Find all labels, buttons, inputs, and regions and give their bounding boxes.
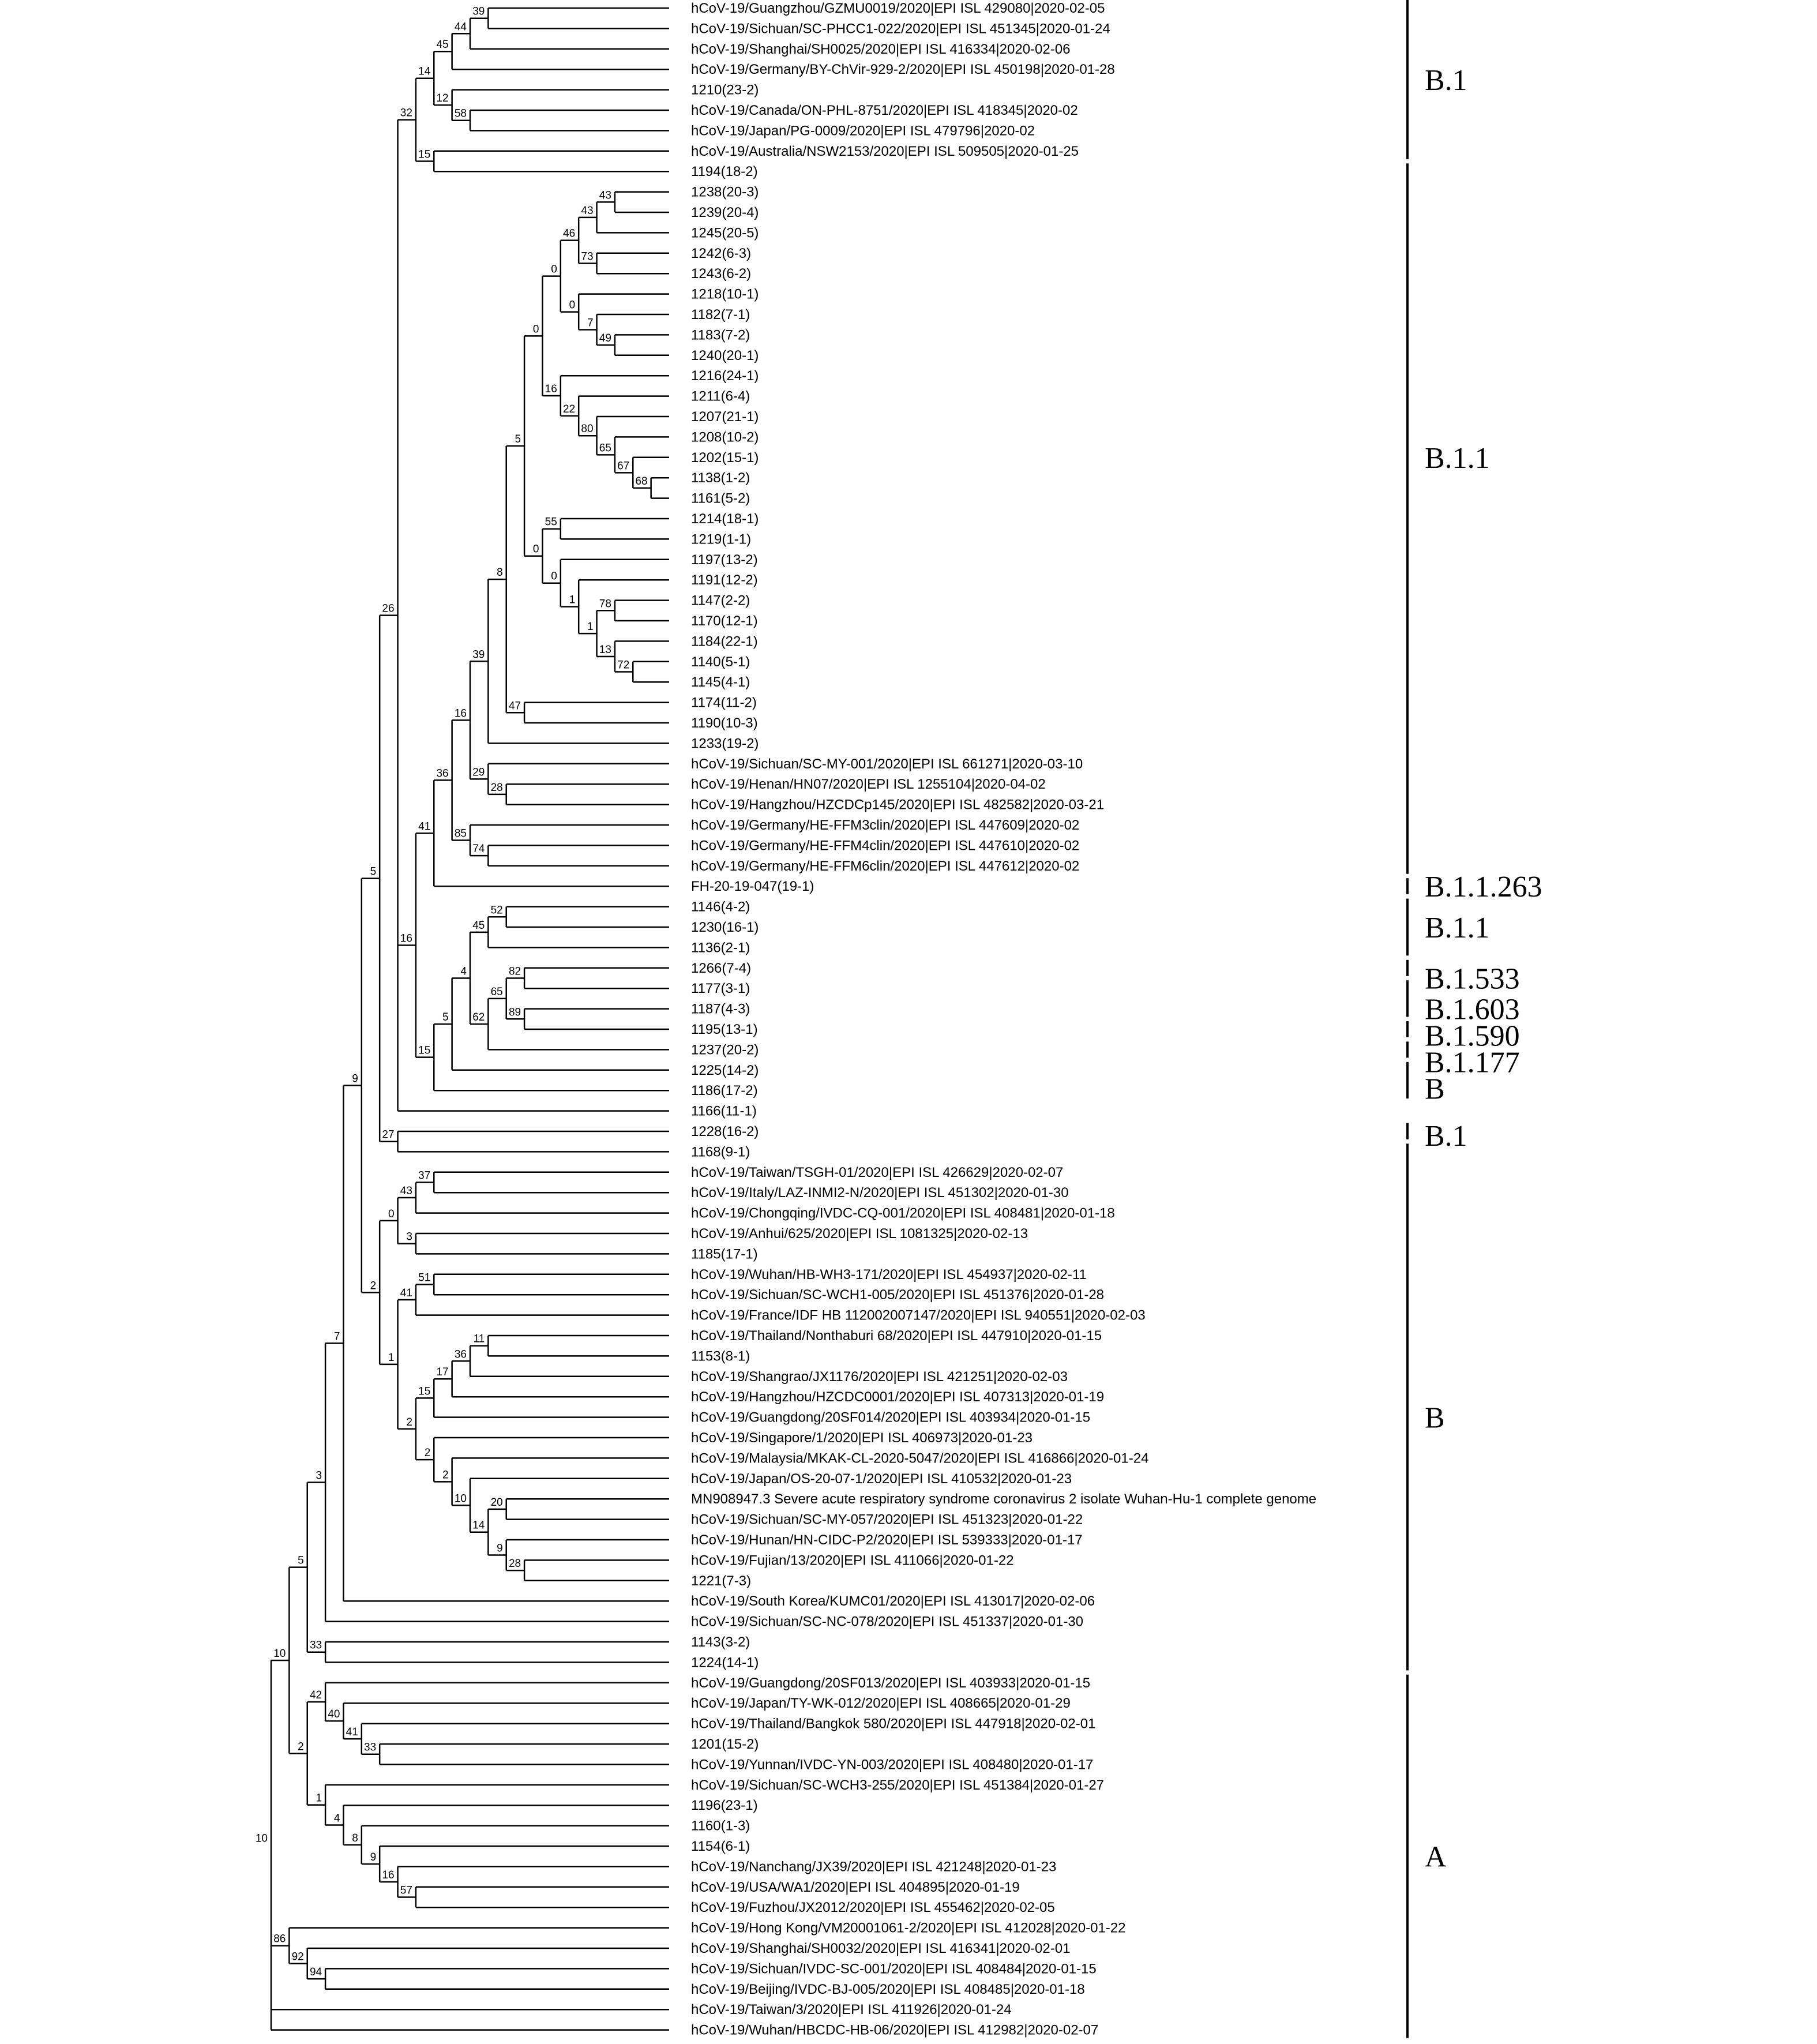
leaf-label: hCoV-19/Guangzhou/GZMU0019/2020|EPI ISL 429080|2020-02-05 xyxy=(691,1,1105,16)
leaf-label: hCoV-19/Japan/PG-0009/2020|EPI ISL 479796|2020-02 xyxy=(691,123,1035,139)
leaf-label: FH-20-19-047(19-1) xyxy=(691,879,814,895)
leaf-label: 1202(15-1) xyxy=(691,449,759,466)
leaf-label: hCoV-19/Guangdong/20SF014/2020|EPI ISL 403934|2020-01-15 xyxy=(691,1409,1091,1426)
clade-label: B.1.533 xyxy=(1425,962,1520,996)
bootstrap-value: 26 xyxy=(382,602,395,615)
bootstrap-value: 43 xyxy=(599,189,611,202)
leaf-label: 1146(4-2) xyxy=(691,899,750,915)
leaf-label: 1240(20-1) xyxy=(691,347,759,363)
bootstrap-value: 72 xyxy=(617,659,630,672)
bootstrap-value: 8 xyxy=(352,1832,358,1844)
leaf-label: 1154(6-1) xyxy=(691,1839,750,1854)
bootstrap-value: 45 xyxy=(472,919,485,932)
leaf-label: 1197(13-2) xyxy=(691,552,758,568)
bootstrap-value: 86 xyxy=(273,1933,286,1945)
bootstrap-value: 10 xyxy=(454,1492,467,1505)
bootstrap-value: 0 xyxy=(551,263,557,276)
bootstrap-value: 36 xyxy=(454,1348,467,1361)
leaf-label: hCoV-19/USA/WA1/2020|EPI ISL 404895|2020-01-19 xyxy=(691,1879,1020,1895)
bootstrap-value: 68 xyxy=(635,475,648,487)
leaf-label: hCoV-19/Australia/NSW2153/2020|EPI ISL 509505|2020-01-25 xyxy=(691,143,1079,159)
bootstrap-value: 9 xyxy=(370,1851,377,1863)
leaf-label: 1214(18-1) xyxy=(691,511,759,527)
leaf-label: hCoV-19/Italy/LAZ-INMI2-N/2020|EPI ISL 451302|2020-01-30 xyxy=(691,1185,1069,1201)
bootstrap-value: 9 xyxy=(352,1072,358,1085)
leaf-label: 1218(10-1) xyxy=(691,286,759,302)
bootstrap-value: 55 xyxy=(545,516,557,528)
leaf-label: hCoV-19/Hunan/HN-CIDC-P2/2020|EPI ISL 539333|2020-01-17 xyxy=(691,1532,1083,1548)
leaf-label: hCoV-19/Nanchang/JX39/2020|EPI ISL 421248|2020-01-23 xyxy=(691,1859,1057,1875)
bootstrap-value: 15 xyxy=(418,148,431,161)
leaf-label: 1195(13-1) xyxy=(691,1022,758,1037)
leaf-label: 1230(16-1) xyxy=(691,920,759,935)
bootstrap-value: 58 xyxy=(454,107,467,120)
leaf-label: hCoV-19/Shangrao/JX1176/2020|EPI ISL 421251|2020-02-03 xyxy=(691,1368,1068,1385)
bootstrap-value: 17 xyxy=(436,1366,449,1379)
clade-label: B.1.590 xyxy=(1425,1019,1520,1053)
leaf-label: 1191(12-2) xyxy=(691,572,758,588)
bootstrap-value: 10 xyxy=(273,1647,286,1660)
bootstrap-value: 92 xyxy=(291,1951,304,1963)
leaf-label: hCoV-19/Japan/TY-WK-012/2020|EPI ISL 408665|2020-01-29 xyxy=(691,1696,1071,1712)
bootstrap-value: 2 xyxy=(442,1469,449,1482)
bootstrap-value: 51 xyxy=(418,1272,431,1284)
bootstrap-value: 16 xyxy=(545,383,557,396)
leaf-labels xyxy=(691,1,1316,2038)
leaf-label: hCoV-19/Sichuan/SC-WCH3-255/2020|EPI ISL 451384|2020-01-27 xyxy=(691,1777,1105,1793)
leaf-label: 1190(10-3) xyxy=(691,715,758,731)
leaf-label: 1242(6-3) xyxy=(691,245,752,261)
bootstrap-value: 20 xyxy=(490,1496,503,1509)
bootstrap-value: 12 xyxy=(436,92,449,105)
leaf-label: 1211(6-4) xyxy=(691,388,750,404)
bootstrap-value: 65 xyxy=(490,985,503,998)
leaf-label: hCoV-19/Taiwan/TSGH-01/2020|EPI ISL 426629|2020-02-07 xyxy=(691,1164,1064,1180)
leaf-label: 1136(2-1) xyxy=(691,940,750,956)
leaf-label: 1161(5-2) xyxy=(691,490,750,507)
leaf-label: 1196(23-1) xyxy=(691,1798,758,1814)
bootstrap-value: 15 xyxy=(418,1385,431,1398)
clade-label: A xyxy=(1425,1840,1447,1874)
bootstrap-value: 47 xyxy=(508,700,521,712)
bootstrap-value: 13 xyxy=(599,643,611,656)
leaf-label: hCoV-19/France/IDF HB 112002007147/2020|EPI ISL 940551|2020-02-03 xyxy=(691,1307,1146,1323)
bootstrap-value: 44 xyxy=(454,21,467,33)
leaf-label: hCoV-19/Hong Kong/VM20001061-2/2020|EPI ISL 412028|2020-01-22 xyxy=(691,1920,1126,1936)
leaf-label: hCoV-19/Sichuan/SC-PHCC1-022/2020|EPI ISL 451345|2020-01-24 xyxy=(691,21,1110,37)
bootstrap-value: 2 xyxy=(406,1416,412,1428)
clade-label: B.1.1.263 xyxy=(1425,871,1542,904)
leaf-label: hCoV-19/Chongqing/IVDC-CQ-001/2020|EPI ISL 408481|2020-01-18 xyxy=(691,1205,1115,1221)
leaf-label: hCoV-19/Sichuan/SC-MY-057/2020|EPI ISL 451323|2020-01-22 xyxy=(691,1512,1083,1528)
leaf-label: 1238(20-3) xyxy=(691,184,759,200)
leaf-label: 1194(18-2) xyxy=(691,164,758,180)
leaf-label: hCoV-19/Malaysia/MKAK-CL-2020-5047/2020|EPI ISL 416866|2020-01-24 xyxy=(691,1450,1149,1467)
bootstrap-value: 15 xyxy=(418,1044,431,1057)
bootstrap-value: 73 xyxy=(581,250,594,263)
leaf-label: hCoV-19/Wuhan/HBCDC-HB-06/2020|EPI ISL 412982|2020-02-07 xyxy=(691,2022,1099,2038)
bootstrap-value: 7 xyxy=(333,1330,340,1343)
bootstrap-value: 1 xyxy=(569,594,576,606)
leaf-label: 1243(6-2) xyxy=(691,266,752,282)
bootstrap-value: 2 xyxy=(370,1280,377,1292)
leaf-label: 1183(7-2) xyxy=(691,327,750,343)
bootstrap-value: 52 xyxy=(490,904,503,917)
bootstrap-value: 2 xyxy=(298,1741,304,1753)
bootstrap-value: 39 xyxy=(472,5,485,18)
bootstrap-value: 67 xyxy=(617,460,630,472)
leaf-label: 1266(7-4) xyxy=(691,960,752,976)
bootstrap-value: 36 xyxy=(436,767,449,780)
leaf-label: 1207(21-1) xyxy=(691,409,759,425)
leaf-label: 1221(7-3) xyxy=(691,1573,752,1589)
bootstrap-value: 0 xyxy=(388,1207,395,1220)
leaf-label: hCoV-19/Hangzhou/HZCDC0001/2020|EPI ISL 407313|2020-01-19 xyxy=(691,1389,1105,1405)
leaf-label: 1168(9-1) xyxy=(691,1144,750,1160)
bootstrap-value: 43 xyxy=(400,1185,412,1198)
bootstrap-value: 4 xyxy=(333,1812,340,1825)
clade-label: B.1.1 xyxy=(1425,912,1490,944)
leaf-label: hCoV-19/Fujian/13/2020|EPI ISL 411066|2020-01-22 xyxy=(691,1552,1014,1569)
leaf-label: hCoV-19/Shanghai/SH0032/2020|EPI ISL 416341|2020-02-01 xyxy=(691,1941,1071,1956)
leaf-label: 1219(1-1) xyxy=(691,531,752,547)
leaf-label: 1201(15-2) xyxy=(691,1737,759,1752)
bootstrap-value: 9 xyxy=(497,1542,503,1555)
clade-label: B.1 xyxy=(1425,63,1467,97)
leaf-label: 1153(8-1) xyxy=(691,1348,750,1364)
bootstrap-value: 27 xyxy=(382,1128,395,1141)
leaf-label: hCoV-19/Sichuan/SC-MY-001/2020|EPI ISL 661271|2020-03-10 xyxy=(691,756,1083,772)
bootstrap-value: 57 xyxy=(400,1884,412,1897)
bootstrap-value: 82 xyxy=(508,965,521,978)
leaf-label: hCoV-19/Singapore/1/2020|EPI ISL 406973|2020-01-23 xyxy=(691,1430,1033,1446)
clade-label: B xyxy=(1425,1072,1445,1106)
leaf-label: 1170(12-1) xyxy=(691,613,758,629)
bootstrap-value: 4 xyxy=(460,965,467,978)
leaf-label: hCoV-19/Germany/HE-FFM4clin/2020|EPI ISL 447610|2020-02 xyxy=(691,838,1080,854)
leaf-label: 1185(17-1) xyxy=(691,1246,758,1262)
bootstrap-value: 49 xyxy=(599,332,611,345)
leaf-label: 1140(5-1) xyxy=(691,654,750,670)
bootstrap-value: 2 xyxy=(424,1447,431,1460)
leaf-label: hCoV-19/Thailand/Nonthaburi 68/2020|EPI ISL 447910|2020-01-15 xyxy=(691,1328,1102,1344)
bootstrap-value: 5 xyxy=(298,1554,304,1567)
bootstrap-value: 94 xyxy=(309,1966,322,1979)
leaf-label: 1160(1-3) xyxy=(691,1818,750,1834)
leaf-label: 1208(10-2) xyxy=(691,429,759,445)
bootstrap-value: 14 xyxy=(472,1519,485,1532)
bootstrap-value: 85 xyxy=(454,827,467,840)
leaf-label: hCoV-19/Sichuan/SC-NC-078/2020|EPI ISL 451337|2020-01-30 xyxy=(691,1614,1084,1630)
clade-label: B.1.1 xyxy=(1425,441,1490,475)
bootstrap-value: 0 xyxy=(532,543,539,556)
leaf-label: 1182(7-1) xyxy=(691,307,750,322)
leaf-label: 1216(24-1) xyxy=(691,368,759,384)
bootstrap-value: 37 xyxy=(418,1169,431,1182)
bootstrap-value: 11 xyxy=(473,1333,485,1345)
bootstrap-value: 14 xyxy=(418,65,431,78)
bootstrap-value: 39 xyxy=(472,648,485,661)
bootstrap-value: 16 xyxy=(454,707,467,720)
bootstrap-value: 1 xyxy=(316,1792,322,1805)
leaf-label: hCoV-19/Shanghai/SH0025/2020|EPI ISL 416334|2020-02-06 xyxy=(691,41,1071,57)
leaf-label: hCoV-19/Fuzhou/JX2012/2020|EPI ISL 455462|2020-02-05 xyxy=(691,1900,1055,1916)
leaf-label: hCoV-19/Thailand/Bangkok 580/2020|EPI ISL 447918|2020-02-01 xyxy=(691,1716,1096,1732)
bootstrap-value: 7 xyxy=(587,317,594,329)
bootstrap-value: 32 xyxy=(400,107,412,119)
leaf-label: hCoV-19/Henan/HN07/2020|EPI ISL 1255104|2020-04-02 xyxy=(691,777,1046,793)
tree-branches xyxy=(271,5,669,2030)
bootstrap-value: 28 xyxy=(490,781,503,794)
bootstrap-value: 45 xyxy=(436,39,449,51)
bootstrap-value: 0 xyxy=(551,570,557,583)
bootstrap-value: 43 xyxy=(581,204,594,217)
leaf-label: 1145(4-1) xyxy=(691,674,750,691)
bootstrap-value: 89 xyxy=(508,1006,521,1019)
bootstrap-value: 41 xyxy=(400,1287,412,1300)
leaf-label: hCoV-19/Germany/BY-ChVir-929-2/2020|EPI ISL 450198|2020-01-28 xyxy=(691,62,1115,78)
leaf-label: hCoV-19/Germany/HE-FFM6clin/2020|EPI ISL 447612|2020-02 xyxy=(691,858,1080,874)
bootstrap-value: 46 xyxy=(563,227,576,240)
leaf-label: 1239(20-4) xyxy=(691,205,759,220)
leaf-label: 1147(2-2) xyxy=(691,592,750,609)
bootstrap-value: 3 xyxy=(316,1469,322,1482)
bootstrap-value: 1 xyxy=(587,621,594,633)
bootstrap-value: 41 xyxy=(418,820,431,833)
bootstrap-value: 16 xyxy=(382,1869,395,1881)
bootstrap-value: 65 xyxy=(599,442,611,455)
bootstrap-value: 5 xyxy=(370,865,377,878)
bootstrap-value: 10 xyxy=(255,1832,268,1845)
bootstrap-value: 0 xyxy=(532,323,539,336)
leaf-label: hCoV-19/Hangzhou/HZCDCp145/2020|EPI ISL 482582|2020-03-21 xyxy=(691,797,1105,813)
leaf-label: 1174(11-2) xyxy=(691,695,757,711)
leaf-label: hCoV-19/Wuhan/HB-WH3-171/2020|EPI ISL 454937|2020-02-11 xyxy=(691,1266,1087,1282)
leaf-label: 1237(20-2) xyxy=(691,1042,759,1058)
leaf-label: hCoV-19/Guangdong/20SF013/2020|EPI ISL 403933|2020-01-15 xyxy=(691,1675,1091,1691)
leaf-label: 1184(22-1) xyxy=(691,633,758,650)
leaf-label: 1166(11-1) xyxy=(691,1103,757,1119)
leaf-label: hCoV-19/Germany/HE-FFM3clin/2020|EPI ISL 447609|2020-02 xyxy=(691,817,1080,833)
clade-label: B xyxy=(1425,1401,1445,1435)
leaf-label: hCoV-19/Anhui/625/2020|EPI ISL 1081325|2020-02-13 xyxy=(691,1226,1028,1242)
bootstrap-value: 42 xyxy=(309,1689,322,1701)
bootstrap-value: 16 xyxy=(400,932,412,945)
leaf-label: 1138(1-2) xyxy=(691,470,750,486)
leaf-label: 1233(19-2) xyxy=(691,736,759,752)
leaf-label: hCoV-19/Canada/ON-PHL-8751/2020|EPI ISL 418345|2020-02 xyxy=(691,103,1078,118)
leaf-label: hCoV-19/Beijing/IVDC-BJ-005/2020|EPI ISL 408485|2020-01-18 xyxy=(691,1981,1085,1997)
bootstrap-value: 62 xyxy=(472,1011,485,1024)
bootstrap-value: 22 xyxy=(563,403,576,415)
bootstrap-value: 80 xyxy=(581,423,594,436)
leaf-label: 1210(23-2) xyxy=(691,82,759,98)
clade-label: B.1.603 xyxy=(1425,993,1520,1026)
leaf-label: hCoV-19/Sichuan/SC-WCH1-005/2020|EPI ISL 451376|2020-01-28 xyxy=(691,1287,1105,1303)
bootstrap-value: 33 xyxy=(309,1639,322,1652)
leaf-label: 1225(14-2) xyxy=(691,1062,759,1078)
bootstrap-value: 5 xyxy=(515,433,521,446)
bootstrap-value: 41 xyxy=(346,1726,358,1739)
bootstrap-value: 29 xyxy=(472,766,485,779)
leaf-label: hCoV-19/Japan/OS-20-07-1/2020|EPI ISL 410532|2020-01-23 xyxy=(691,1471,1072,1487)
clade-label: B.1 xyxy=(1425,1120,1467,1153)
leaf-label: MN908947.3 Severe acute respiratory syndrome coronavirus 2 isolate Wuhan-Hu-1 complete genome xyxy=(691,1491,1317,1507)
leaf-label: 1177(3-1) xyxy=(691,981,750,997)
bootstrap-value: 0 xyxy=(569,299,576,312)
bootstrap-value: 28 xyxy=(508,1558,521,1570)
bootstrap-value: 33 xyxy=(364,1741,377,1754)
leaf-label: hCoV-19/Taiwan/3/2020|EPI ISL 411926|2020-01-24 xyxy=(691,2002,1012,2018)
leaf-label: 1245(20-5) xyxy=(691,225,759,241)
leaf-label: 1186(17-2) xyxy=(691,1083,758,1099)
bootstrap-value: 78 xyxy=(599,598,611,610)
leaf-label: hCoV-19/Sichuan/IVDC-SC-001/2020|EPI ISL 408484|2020-01-15 xyxy=(691,1961,1097,1977)
bootstrap-value: 3 xyxy=(406,1231,412,1243)
clade-annotations xyxy=(1407,0,1542,2038)
leaf-label: 1224(14-1) xyxy=(691,1655,759,1671)
leaf-label: 1143(3-2) xyxy=(691,1634,750,1650)
bootstrap-value: 1 xyxy=(388,1351,395,1364)
leaf-label: hCoV-19/South Korea/KUMC01/2020|EPI ISL 413017|2020-02-06 xyxy=(691,1593,1095,1610)
bootstrap-value: 8 xyxy=(497,567,503,579)
bootstrap-value: 5 xyxy=(442,1011,449,1024)
leaf-label: 1228(16-2) xyxy=(691,1124,759,1139)
clade-label: B.1.177 xyxy=(1425,1046,1520,1079)
bootstrap-value: 40 xyxy=(328,1708,340,1721)
leaf-label: 1187(4-3) xyxy=(691,1001,750,1017)
leaf-label: hCoV-19/Yunnan/IVDC-YN-003/2020|EPI ISL 408480|2020-01-17 xyxy=(691,1757,1094,1773)
bootstrap-value: 74 xyxy=(472,843,485,856)
